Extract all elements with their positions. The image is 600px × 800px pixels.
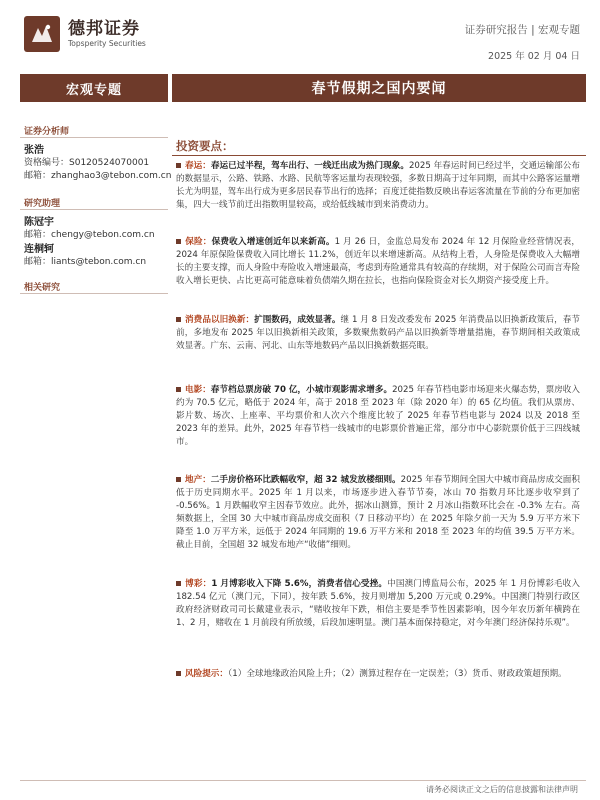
bullet-trade-in — [176, 314, 580, 353]
bullet-tag: 电影： — [185, 385, 211, 395]
bullet-marker-icon — [176, 581, 181, 586]
assistant-label: 研究助理 — [24, 199, 61, 209]
bullet-body: 继 1 月 8 日发改委发布 2025 年消费品以旧换新政策后，春节前，多地发布 2025 年以旧换新相关政策，多数聚焦数码产品以旧换新等增量措施，春节期间相关政策成效显著。广东、云南、河北、山东等地数码产品以旧换新数据亮眼。 — [176, 315, 580, 351]
bullet-tag: 地产： — [185, 475, 211, 485]
bullet-tag: 风险提示： — [185, 669, 228, 679]
assistant-email[interactable]: 邮箱：liants@tebon.com.cn — [24, 257, 147, 267]
brand-logo — [24, 16, 146, 52]
bullet-lead: 二手房价格环比跌幅收窄，超 32 城发放楼细则。 — [210, 475, 401, 485]
bullet-tag: 保险： — [185, 237, 212, 247]
bullet-body: （1）全球地缘政治风险上升；（2）测算过程存在一定误差；（3）货币、财政政策超预期。 — [227, 669, 567, 679]
analyst-cert: 资格编号：S0120524070001 — [24, 158, 150, 168]
analyst-name: 张浩 — [24, 145, 44, 156]
bullet-lead: 春节档总票房破 70 亿，小城市观影需求增多。 — [210, 385, 393, 395]
bullet-movies — [176, 384, 580, 449]
bullet-marker-icon — [176, 163, 181, 168]
bullet-risk-warning — [176, 668, 580, 681]
footer-divider — [20, 780, 586, 781]
assistant-name: 连桐轲 — [24, 244, 54, 255]
bullet-real-estate — [176, 474, 580, 552]
disclaimer-note: 请务必阅读正文之后的信息披露和法律声明 — [426, 785, 578, 794]
bullet-lead: 春运已过半程，驾车出行、一线迁出成为热门现象。 — [210, 161, 409, 171]
report-type: 证券研究报告 | 宏观专题 — [464, 24, 580, 36]
report-date: 2025 年 02 月 04 日 — [488, 51, 580, 62]
bullet-marker-icon — [176, 671, 181, 676]
bullet-tag: 博彩： — [185, 579, 212, 589]
analyst-email[interactable]: 邮箱：zhanghao3@tebon.com.cn — [24, 171, 172, 181]
divider — [20, 209, 168, 210]
bullet-body: 2025 年春节档电影市场迎来火爆态势，票房收入约为 70.5 亿元，略低于 2024 年，高于 2018 至 2023 年（除 2020 年）的 65 亿均值。我们从票房、影片数、场次、上座率、平均票价和人次六个维度比较了 2025 年春节档电影与 2024 以及 2018 至 2023 年的差异。此外，2025 年春节档一线城市的电影票价普遍正常，部分市中心影院票价低于三四线城市。 — [176, 385, 580, 447]
bullet-insurance — [176, 236, 580, 288]
bullet-marker-icon — [176, 239, 181, 244]
divider — [20, 137, 168, 138]
bullet-body: 中国澳门博监局公布，2025 年 1 月份博彩毛收入 182.54 亿元（澳门元，下同），按年跌 5.6%，按月则增加 5,200 万元或 0.29%。中国澳门特别行政区政府经济财政司司长戴建业表示，“赌收按年下跌，相信主要是季节性因素影响，因今年农历新年横跨在 1、2 月，赌收在 1 月前段有所放缓，后段加速明显。澳门基本面保持稳定，对今年澳门经济保持乐观”。 — [176, 579, 580, 628]
bullet-lead: 1 月博彩收入下降 5.6%，消费者信心受挫。 — [211, 579, 388, 589]
bullet-body: 2025 年春节期间全国大中城市商品房成交面积低于历史同期水平。2025 年 1 月以来，市场逐步进入春节节奏，冰山 70 指数月环比逐步收窄到了 -0.56%。1 月跌幅收窄主因春节效应。此外，据冰山测算，预计 2 月冰山指数环比会在 -0.3% 左右。高频数据上，全国 30 大中城市商品房成交面积（7 日移动平均）在 2025 年除夕前一天为 5.9 万平方米下降至 1.0 万平方米，远低于 2024 年同期的 19.6 万平方米和 2018 至 2023 年的均值 39.5 万平方米。截止目前，全国超 32 城发布地产“收储”细则。 — [176, 475, 580, 550]
related-research-label: 相关研究 — [24, 283, 61, 293]
report-title: 春节假期之国内要闻 — [172, 74, 586, 102]
bullet-marker-icon — [176, 477, 181, 482]
logo-emblem-icon — [24, 16, 60, 52]
analyst-label: 证券分析师 — [24, 127, 70, 137]
bullet-spring-travel — [176, 160, 580, 212]
assistant-name: 陈冠宇 — [24, 217, 54, 228]
section-heading: 投资要点： — [176, 139, 234, 153]
logo-name-cn: 德邦证券 — [68, 18, 140, 39]
bullet-lead: 保费收入增速创近年以来新高。 — [211, 237, 335, 247]
divider — [20, 293, 168, 294]
assistant-email[interactable]: 邮箱：chengy@tebon.com.cn — [24, 230, 155, 240]
bullet-tag: 春运： — [185, 161, 211, 171]
logo-name-en: Topsperity Securities — [68, 38, 146, 48]
bullet-body: 2025 年春运时间已经过半，交通运输部公布的数据显示，公路、铁路、水路、民航等客运量均表现较强，多数日期高于过年同期，而其中公路客运量增长尤为明显，驾车出行成为更多居民春节出行的选择；百度迁徙指数反映出春运客流量在节前的分布更加密集，四大一线节前迁出指数明显较高，或给低线城市到来消费动力。 — [176, 161, 580, 210]
bullet-tag: 消费品以旧换新： — [185, 315, 255, 325]
bullet-marker-icon — [176, 387, 181, 392]
section-divider — [172, 155, 586, 156]
bullet-body: 1 月 26 日，金监总局发布 2024 年 12 月保险业经营情况表，2024 年原保险保费收入同比增长 11.2%，创近年以来增速新高。从结构上看，人身险是保费收入大幅增长的主要支撑，而人身险中寿险收入增速最高，考虑到寿险通常具有较高的存续期，对于保险公司而言寿险收入增长更快、占比更高可能意味着负债端久期在拉长，也指向保险资金对长久期资产接受度上升。 — [176, 237, 580, 286]
bullet-lead: 扩围数码，成效显著。 — [254, 315, 341, 325]
sidebar-banner: 宏观专题 — [20, 74, 168, 102]
bullet-marker-icon — [176, 317, 181, 322]
bullet-gaming — [176, 578, 580, 630]
